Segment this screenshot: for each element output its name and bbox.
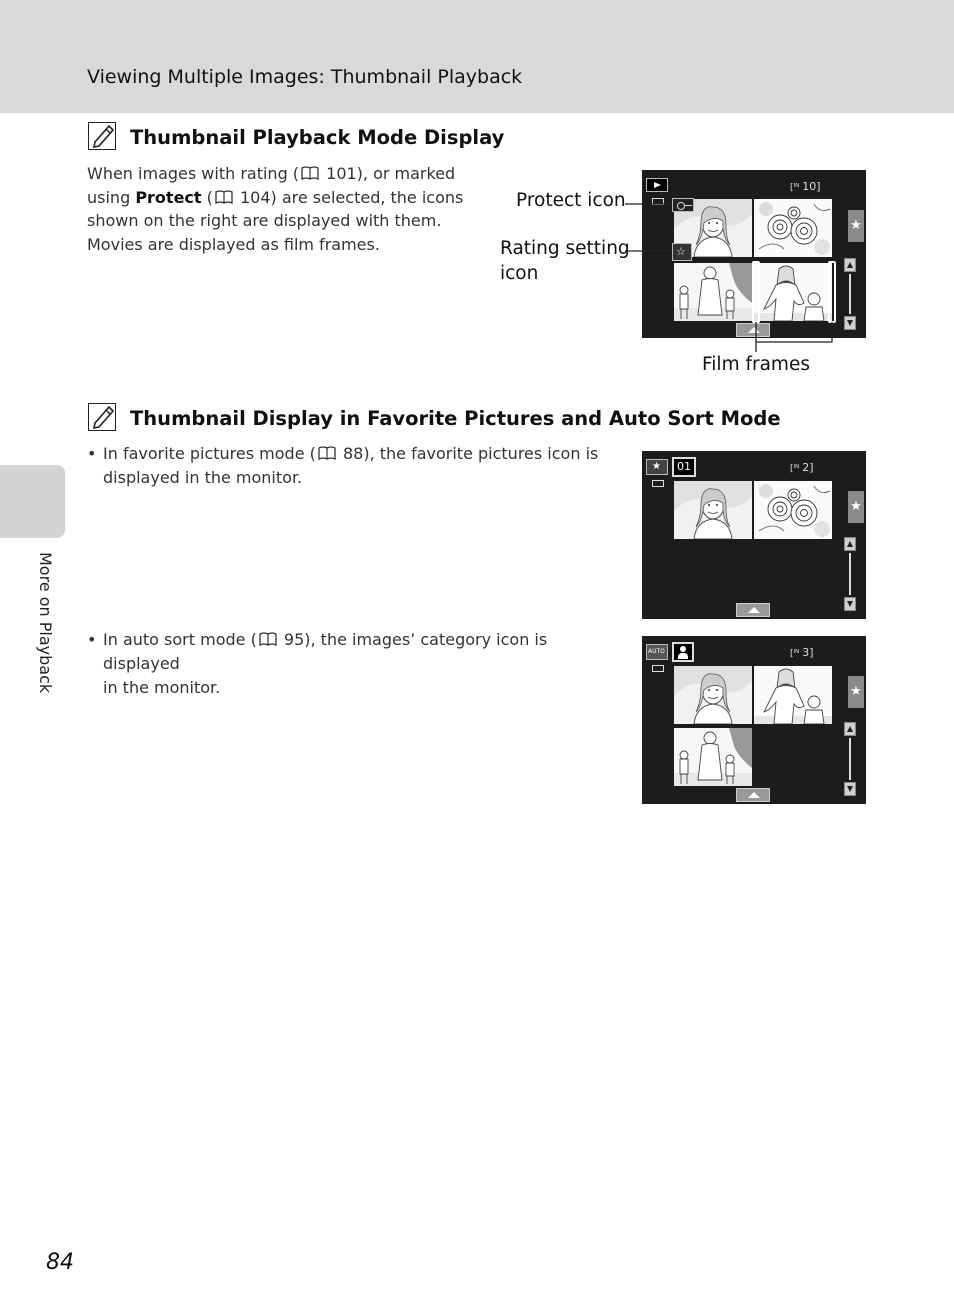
image-count: [ᴵᴺ 2]	[790, 461, 814, 474]
running-header: Viewing Multiple Images: Thumbnail Playback	[87, 66, 523, 88]
callout-protect-icon: Protect icon	[516, 190, 626, 211]
scrollbar-track[interactable]	[849, 738, 851, 780]
thumbnail-mother[interactable]	[754, 666, 832, 724]
book-reference-icon	[318, 446, 336, 460]
rating-icon: ☆	[672, 243, 692, 261]
favorite-album-icon: ★	[646, 459, 668, 475]
favorite-star-button[interactable]: ★	[848, 676, 864, 708]
bullet-auto-sort: • In auto sort mode ( 95), the images’ category icon is displayed in the monitor.	[87, 630, 548, 697]
favorite-star-button[interactable]: ★	[848, 210, 864, 242]
chapter-label: More on Playback	[36, 552, 55, 694]
scroll-up-arrow[interactable]	[844, 537, 856, 551]
favorite-pictures-screen	[642, 451, 866, 619]
book-reference-icon	[259, 632, 277, 646]
callout-film-frames: Film frames	[702, 354, 810, 375]
section1-paragraph: When images with rating ( 101), or marked using Protect ( 104) are selected, the icons shown on the right are displayed with them. Movies are displayed as film frames.	[87, 164, 464, 254]
auto-sort-icon: AUTO	[646, 644, 668, 660]
scrollbar-track[interactable]	[849, 553, 851, 595]
portrait-category-icon	[672, 642, 694, 662]
battery-icon	[652, 665, 664, 672]
scroll-down-arrow[interactable]	[844, 782, 856, 796]
callout-rating-line1: Rating setting	[500, 238, 630, 259]
page-number: 84	[46, 1250, 74, 1275]
callout-leader-lines	[0, 0, 954, 400]
thumbnail-portrait[interactable]	[674, 666, 752, 724]
favorite-star-button[interactable]: ★	[848, 491, 864, 523]
section-heading-favorite-auto-sort: Thumbnail Display in Favorite Pictures and Auto Sort Mode	[130, 407, 781, 430]
auto-sort-screen	[642, 636, 866, 804]
thumbnail-portrait[interactable]	[674, 481, 752, 539]
image-count: [ᴵᴺ 3]	[790, 646, 814, 659]
pencil-note-icon	[88, 403, 116, 431]
section-heading-thumbnail-playback: Thumbnail Playback Mode Display	[130, 126, 505, 149]
callout-rating-line2: icon	[500, 263, 539, 284]
protect-term: Protect	[135, 187, 202, 207]
thumbnail-family[interactable]	[674, 728, 752, 786]
page-up-button[interactable]	[736, 603, 770, 617]
page-up-button[interactable]	[736, 788, 770, 802]
image-count: [ᴵᴺ 10]	[790, 180, 821, 193]
album-number-icon: 01	[672, 457, 696, 477]
scroll-down-arrow[interactable]	[844, 597, 856, 611]
scroll-up-arrow[interactable]	[844, 722, 856, 736]
thumbnail-flowers[interactable]	[754, 481, 832, 539]
battery-icon	[652, 480, 664, 487]
bullet-favorite-pictures: • In favorite pictures mode ( 88), the favorite pictures icon is displayed in the monitor.	[87, 444, 599, 487]
chapter-tab	[0, 465, 65, 538]
